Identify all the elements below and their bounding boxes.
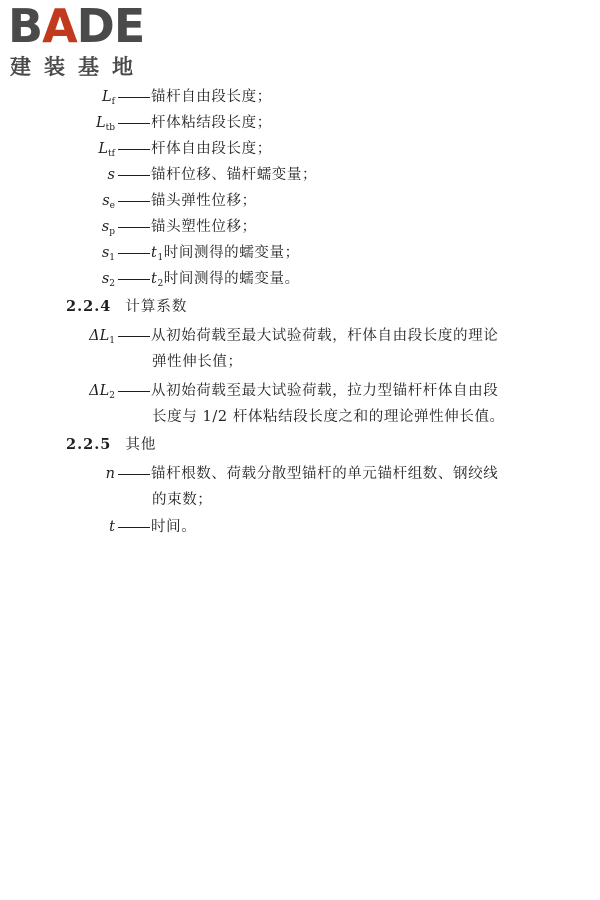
symbol-definition: 锚杆位移、锚杆蠕变量； [116, 165, 317, 185]
symbol-definition: 从初始荷载至最大试验荷载，杆体自由段长度的理论 [116, 326, 498, 346]
symbol-term: $L_{tf}$ [98, 141, 115, 159]
symbol-term: $s_2$ [101, 271, 115, 289]
symbol-definition: 从初始荷载至最大试验荷载，拉力型锚杆杆体自由段 [116, 381, 498, 401]
symbol-term: $\Delta L_1$ [89, 328, 115, 346]
symbol-term: $L_{tb}$ [95, 115, 115, 133]
symbol-definition: $t_1$时间测得的蠕变量； [116, 243, 300, 268]
symbol-term: s [107, 167, 115, 183]
symbol-definition: 锚杆根数、荷载分散型锚杆的单元锚杆组数、钢绞线 [116, 464, 498, 484]
symbol-definition-continued: 的束数； [152, 492, 213, 508]
symbol-term: $s_e$ [102, 193, 115, 211]
logo-english-text: BADE [8, 0, 145, 53]
symbol-term: $L_f$ [102, 89, 115, 107]
symbol-term: t [109, 519, 115, 535]
symbol-definition: $t_2$时间测得的蠕变量。 [116, 269, 300, 294]
logo-chinese-text: 建装基地 [10, 55, 146, 79]
symbol-definition: 锚头弹性位移； [116, 191, 257, 211]
symbol-definition: 锚头塑性位移； [116, 217, 257, 237]
symbol-term: n [105, 466, 115, 482]
symbol-definition: 杆体粘结段长度； [116, 113, 272, 133]
bade-logo [8, 0, 178, 84]
section-heading-2-2-4: 2.2.4 计算系数 [66, 298, 188, 315]
symbol-definition: 时间。 [116, 517, 196, 537]
symbol-term: $\Delta L_2$ [89, 383, 115, 401]
symbol-term: $s_1$ [101, 245, 115, 263]
symbol-definition: 锚杆自由段长度； [116, 87, 272, 107]
symbol-definition-continued: 长度与 1/2 杆体粘结段长度之和的理论弹性伸长值。 [152, 409, 505, 425]
section-heading-2-2-5: 2.2.5 其他 [66, 436, 157, 453]
symbol-definition-continued: 弹性伸长值； [152, 354, 243, 370]
symbol-definition: 杆体自由段长度； [116, 139, 272, 159]
symbol-term: $s_p$ [101, 219, 115, 237]
